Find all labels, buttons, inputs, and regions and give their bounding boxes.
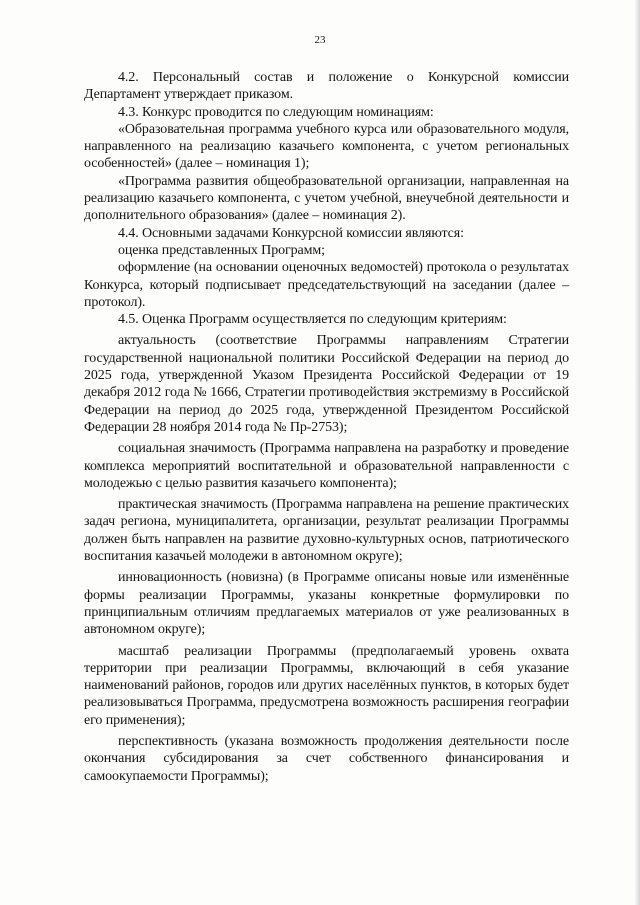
paragraph-4-2: 4.2. Персональный состав и положение о Конкурсной комиссии Департамент утверждает приказом. bbox=[84, 70, 569, 103]
nomination-1: «Образовательная программа учебного курса или образовательного модуля, направленного на реализацию казачьего компонента, с учетом региональных особенностей» (далее – номинация 1); bbox=[84, 121, 569, 172]
page-number: 23 bbox=[314, 34, 326, 46]
task-protocol: оформление (на основании оценочных ведомостей) протокола о результатах Конкурса, который подписывает председательствующий на заседании (далее – протокол). bbox=[84, 260, 569, 310]
task-evaluation: оценка представленных Программ; bbox=[118, 242, 325, 258]
paragraph-4-4: 4.4. Основными задачами Конкурсной комиссии являются: bbox=[118, 225, 464, 241]
paragraph-4-3: 4.3. Конкурс проводится по следующим номинациям: bbox=[118, 104, 434, 120]
criterion-prospects: перспективность (указана возможность продолжения деятельности после окончания субсидирования за счет собственного финансирования и самоокупаемости Программы); bbox=[84, 733, 569, 784]
criterion-practical-significance: практическая значимость (Программа направлена на решение практических задач региона, муниципалитета, организации, результат реализации Программы должен быть направлен на развитие духовно-культурных основ, патриотического воспитания казачьей молодежи в автономном округе); bbox=[84, 497, 569, 565]
criterion-relevance: актуальность (соответствие Программы направлениям Стратегии государственной национальной политики Российской Федерации на период до 2025 года, утвержденной Указом Президента Российской Федерации от 19 декабря 2012 года № 1666, Стратегии противодействия экстремизму в Российской Федерации на период до 2025 года, утвержденной Президентом Российской Федерации 28 ноября 2014 года № Пр-2753); bbox=[84, 333, 569, 435]
nomination-2: «Программа развития общеобразовательной организации, направленная на реализацию казачьего компонента, с учетом учебной, внеучебной деятельности и дополнительного образования» (далее – номинация 2). bbox=[84, 173, 569, 224]
document-body bbox=[84, 69, 569, 785]
criterion-innovation: инновационность (новизна) (в Программе описаны новые или изменённые формы реализации Программы, указаны конкретные формулировки по принципиальным отличиям предлагаемых материалов от уже реализованных в автономном округе); bbox=[84, 570, 569, 638]
paragraph-4-5: 4.5. Оценка Программ осуществляется по следующим критериям: bbox=[118, 312, 507, 328]
scan-edge-shadow bbox=[634, 0, 640, 905]
criterion-social-significance: социальная значимость (Программа направлена на разработку и проведение комплекса мероприятий воспитательной и образовательной направленности с молодежью с целью развития казачьего компонента); bbox=[84, 441, 569, 491]
criterion-scale: масштаб реализации Программы (предполагаемый уровень охвата территории при реализации Программы, включающий в себя указание наименований районов, городов или других населённых пунктов, в которых будет реализовываться Программа, предусмотрена возможность расширения географии его применения); bbox=[84, 643, 569, 728]
